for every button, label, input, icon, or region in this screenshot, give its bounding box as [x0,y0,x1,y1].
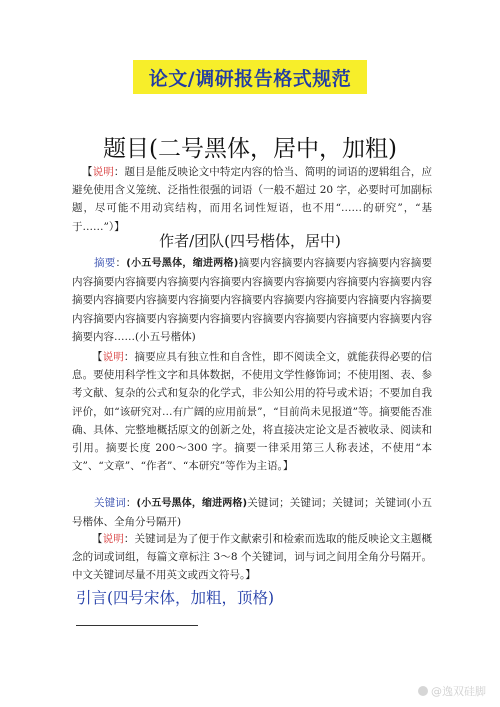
keywords-format-note: (小五号黑体，缩进两格) [136,498,248,509]
note-colon: ： [123,533,135,545]
bracket-open: 【 [92,533,103,545]
note-body: 摘要应具有独立性和自含性，即不阅读全文，就能获得必要的信息。要使用科学性文字和具体数据，不使用文学性修饰词；不使用图、表、参考文献、复杂的公式和复杂的化学式，非公知公用的符号或术语；不要加自我评价，如“该研究对…有广阔的应用前景”，“目前尚未见报道”等。摘要能否准确、具体、完整地概括原文的创新之处，将直接决定论文是否被收录、阅读和引用。摘要长度 200～300 字。摘要一律采用第三人称表述，不使用“本文”、“文章”、“作者”、“本研究”等作为主语。 [72,351,433,473]
abstract-colon: ： [115,257,127,269]
abstract-body: 摘要内容摘要内容摘要内容摘要内容摘要内容摘要内容摘要内容摘要内容摘要内容摘要内容摘要内容摘要内容摘要内容摘要内容摘要内容摘要内容摘要内容摘要内容摘要内容摘要内容摘要内容摘要内容摘要内容摘要内容摘要内容摘要内容摘要内容摘要内容摘要内容摘要内容摘要内容……(小五号楷体) [72,257,433,343]
watermark-text: @逸双硅脚 [431,685,486,698]
paper-title: 题目(二号黑体，居中，加粗) [103,136,397,162]
footnote-divider [76,625,198,626]
note-label: 说明 [102,533,124,545]
keywords-body: 关键词；关键词；关键词；关键词(小五号楷体、全角分号隔开) [72,497,433,529]
bracket-open: 【 [82,166,93,178]
bracket-open: 【 [92,351,103,363]
note-label: 说明 [102,351,124,363]
keywords-section [72,494,432,531]
introduction-heading: 引言(四号宋体，加粗，顶格) [76,589,275,607]
title-note [72,163,432,236]
keywords-label: 关键词 [94,497,126,509]
note-colon: ： [113,166,125,178]
abstract-note [72,348,432,475]
header-banner [133,60,367,94]
note-label: 说明 [92,166,114,178]
keywords-colon: ： [125,497,137,509]
abstract-format-note: (小五号黑体，缩进两格) [126,258,239,269]
bracket-close: 】 [282,460,294,473]
keywords-note [72,530,432,585]
note-colon: ： [123,351,135,363]
author-line: 作者/团队(四号楷体，居中) [159,232,341,250]
abstract-section [72,254,432,346]
abstract-label: 摘要 [94,257,116,269]
banner-title: 论文/调研报告格式规范 [148,67,352,90]
note-body: 题目是能反映论文中特定内容的恰当、简明的词语的逻辑组合，应避免使用含义笼统、泛指性很强的词语（一般不超过 20 字，必要时可加副标题，尽可能不用动宾结构，而用名词性短语，也不用“……的研究”，“基于……”） [72,166,432,233]
watermark [418,683,486,699]
watermark-logo-icon [418,686,428,696]
bracket-close: 】 [114,220,125,233]
bracket-close: 】 [245,569,256,582]
note-body: 关键词是为了便于作文献索引和检索而选取的能反映论文主题概念的词或词组，每篇文章标注 3～8 个关键词，词与词之间用全角分号隔开。中文关键词尽量不用英文或西文符号。 [72,533,433,582]
